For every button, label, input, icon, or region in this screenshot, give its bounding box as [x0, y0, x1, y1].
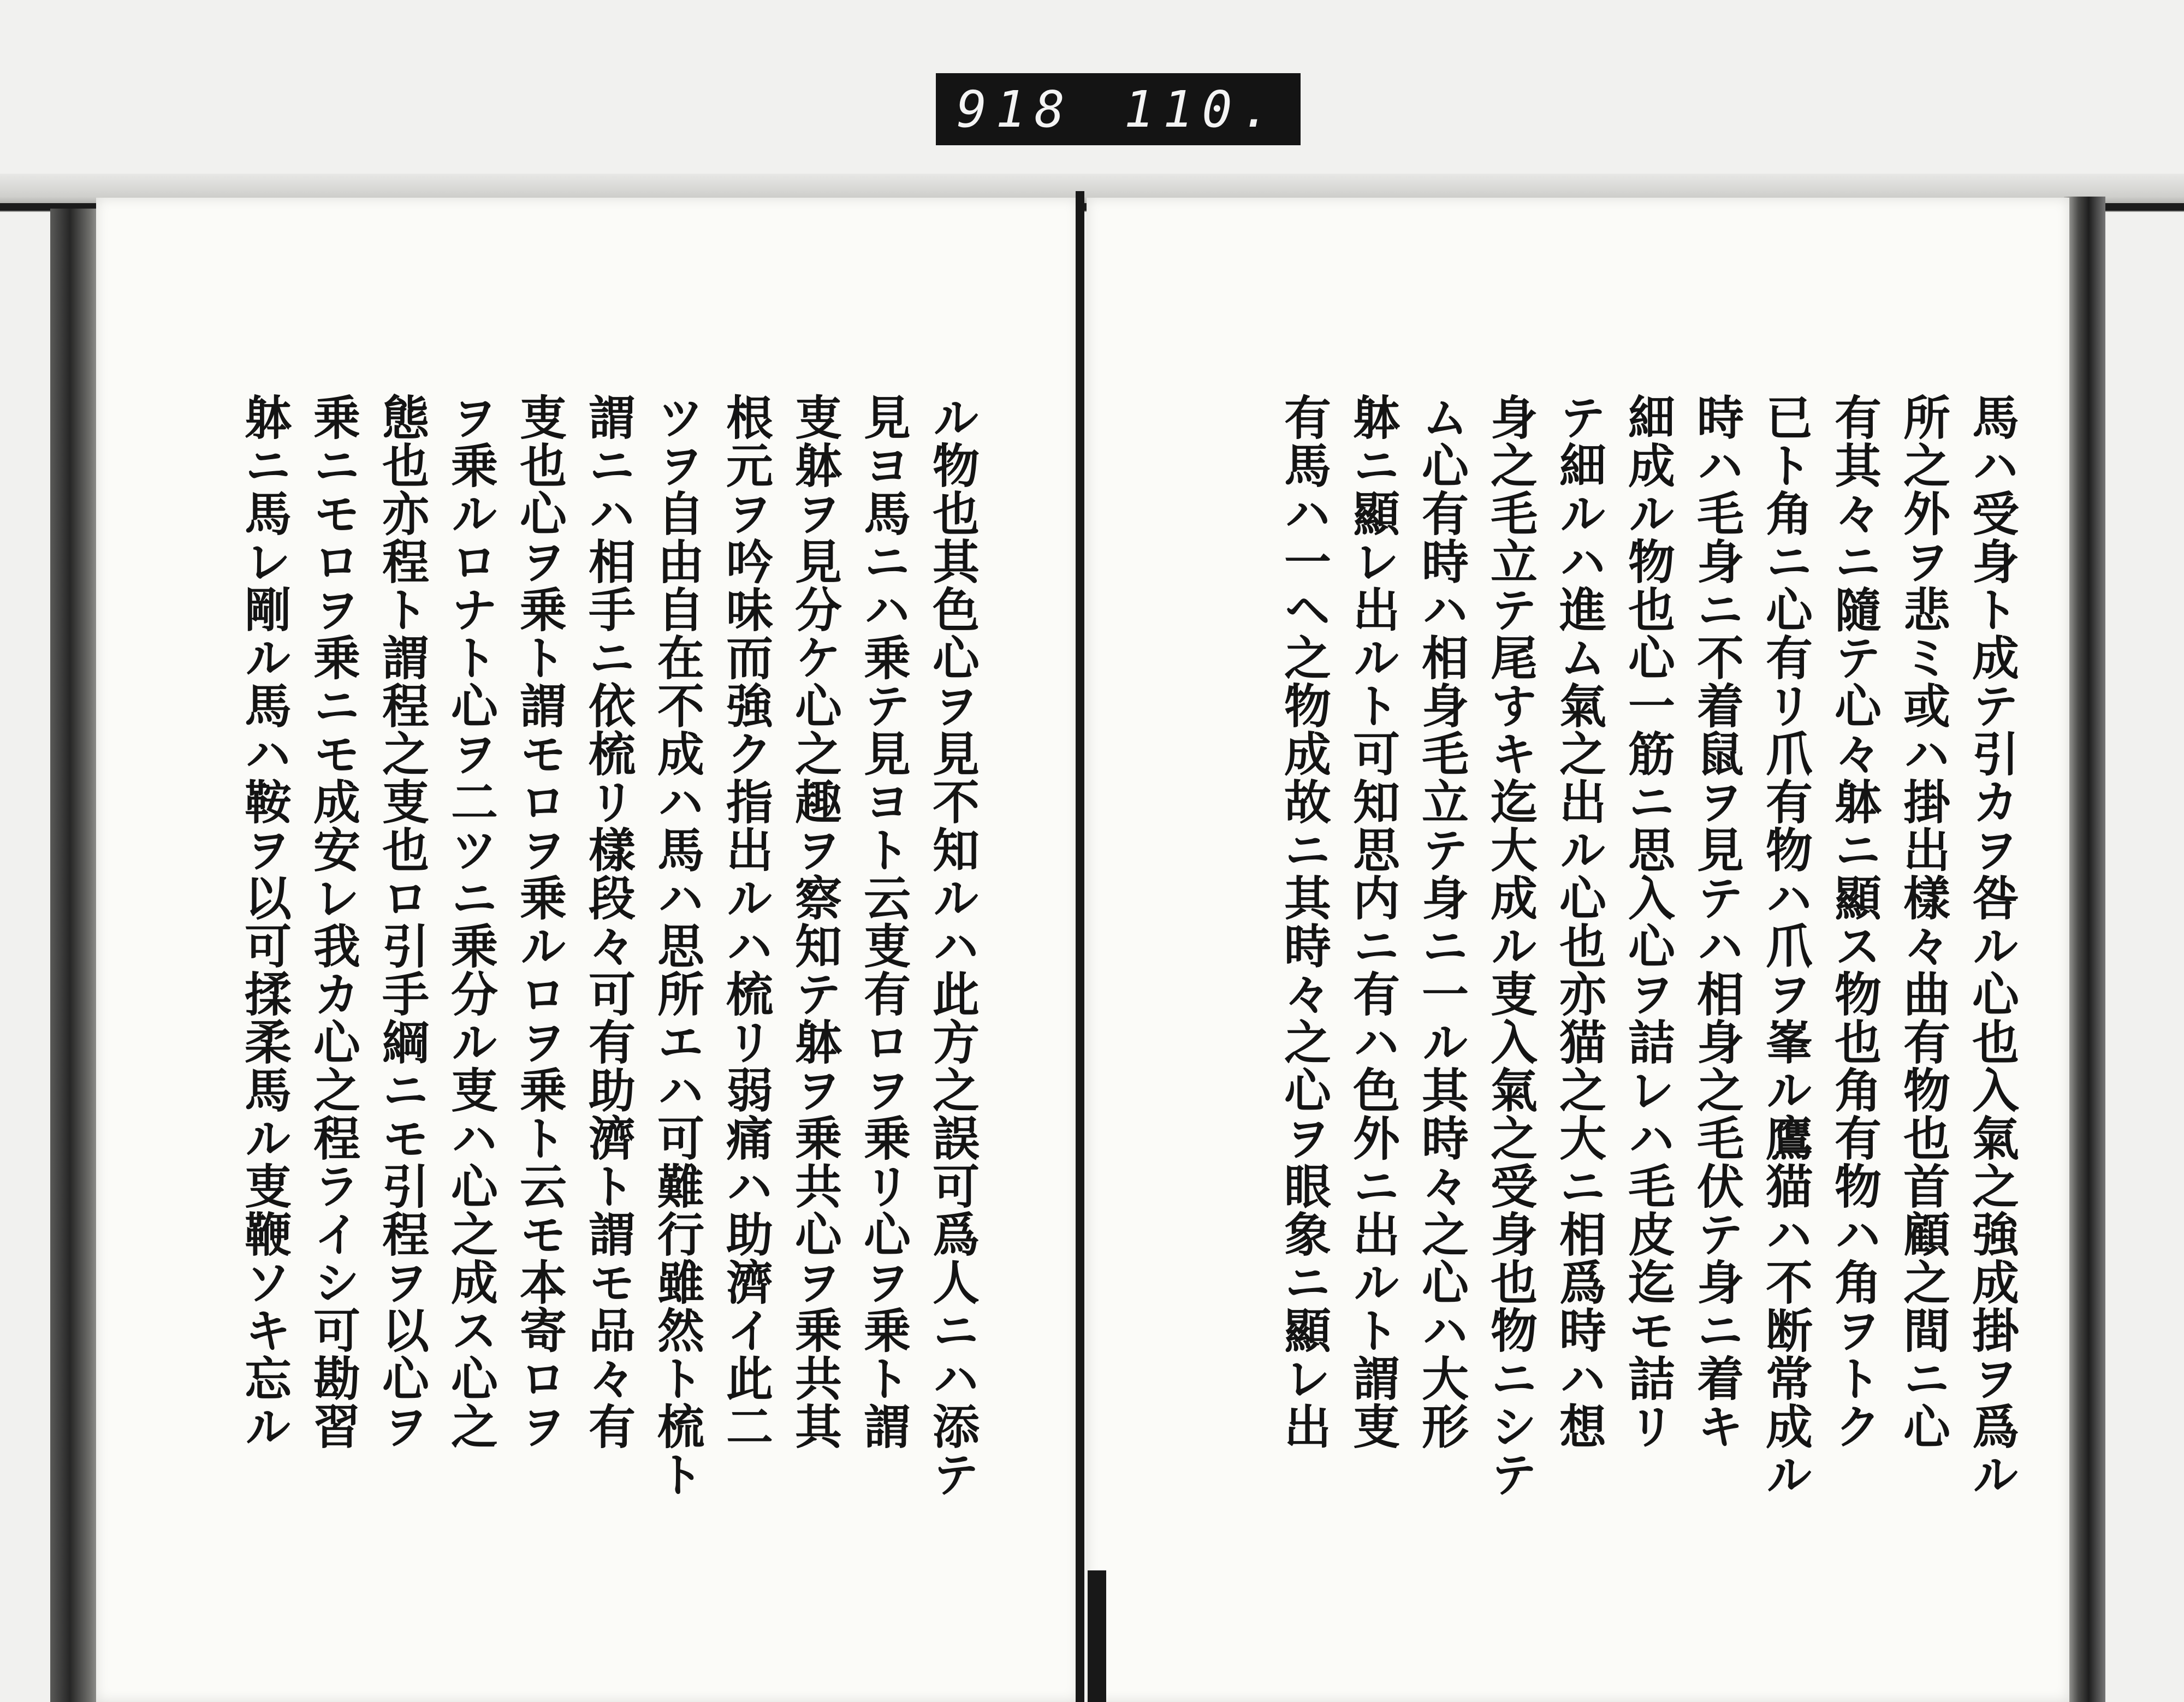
- text-line: ツヲ自由自在不成ハ馬ハ思所エハ可難行雖然ト梳ト: [649, 393, 704, 1498]
- text-line: 有其々ニ隨テ心々躰ニ顯ス物也角有物ハ角ヲトク: [1826, 393, 1882, 1450]
- text-line: 細成ル物也心一筋ニ思入心ヲ詰レハ毛皮迄モ詰リ: [1620, 393, 1675, 1450]
- text-line: 叓也心ヲ乗ト謂モロヲ乗ルロヲ乗ト云モ本寄ロヲ: [512, 393, 567, 1450]
- text-line: 馬ハ受身ト成テ引カヲ咎ル心也入氣之強成掛ヲ爲ル: [1964, 393, 2019, 1498]
- text-line: 身之毛立テ尾すキ迄大成ル叓入氣之受身也物ニシテ: [1482, 393, 1538, 1498]
- text-line: 有馬ハ一ヘ之物成故ニ其時々之心ヲ眼象ニ顯レ出: [1276, 393, 1331, 1450]
- text-line: 躰ニ顯レ出ルト可知思内ニ有ハ色外ニ出ルト謂叓: [1345, 393, 1400, 1450]
- text-line: ル物也其色心ヲ見不知ルハ此方之誤可爲人ニハ添テ: [924, 393, 980, 1498]
- archive-number-left: 918: [957, 80, 1074, 139]
- archive-label-plate: [936, 73, 1301, 145]
- text-line: 態也亦程ト謂程之叓也ロ引手綱ニモ引程ヲ以心ヲ: [374, 393, 429, 1450]
- text-line: 躰ニ馬レ剛ル馬ハ鞍ヲ以可揉柔馬ル叓鞭ソキ忘ル: [236, 393, 292, 1450]
- text-line: 叓躰ヲ見分ケ心之趣ヲ察知テ躰ヲ乗共心ヲ乗共其: [787, 393, 842, 1450]
- book-left-edge: [50, 209, 99, 1702]
- book-right-edge: [2064, 197, 2105, 1702]
- text-line: 已ト角ニ心有リ爪有物ハ爪ヲ峯ル鷹猫ハ不断常成ル: [1758, 393, 1813, 1498]
- gutter-binding: [1088, 1570, 1106, 1702]
- text-line: 見ヨ馬ニハ乗テ見ヨト云叓有ロヲ乗リ心ヲ乗ト謂: [856, 393, 911, 1450]
- text-line: 所之外ヲ悲ミ或ハ掛出樣々曲有物也首顧之間ニ心: [1895, 393, 1950, 1450]
- text-line: ヲ乗ルロナト心ヲ二ツニ乗分ル叓ハ心之成ス心之: [443, 393, 498, 1450]
- right-page-text: [1141, 393, 2026, 1498]
- book-gutter: [1076, 191, 1084, 1702]
- text-line: 根元ヲ吟味而強ク指出ルハ梳リ弱痛ハ助濟イ此二: [718, 393, 773, 1450]
- text-line: 乗ニモロヲ乗ニモ成安レ我カ心之程ライシ可勘習: [305, 393, 360, 1450]
- left-page-text: [118, 393, 986, 1498]
- text-line: テ細ルハ進ム氣之出ル心也亦猫之大ニ相爲時ハ想: [1551, 393, 1606, 1450]
- text-line: ム心有時ハ相身毛立テ身ニ一ル其時々之心ハ大形: [1414, 393, 1469, 1450]
- archive-number-right: 110.: [1124, 80, 1280, 139]
- text-line: 時ハ毛身ニ不着鼠ヲ見テハ相身之毛伏テ身ニ着キ: [1689, 393, 1744, 1450]
- text-line: 謂ニハ相手ニ依梳リ樣段々可有助濟ト謂モ品々有: [580, 393, 636, 1450]
